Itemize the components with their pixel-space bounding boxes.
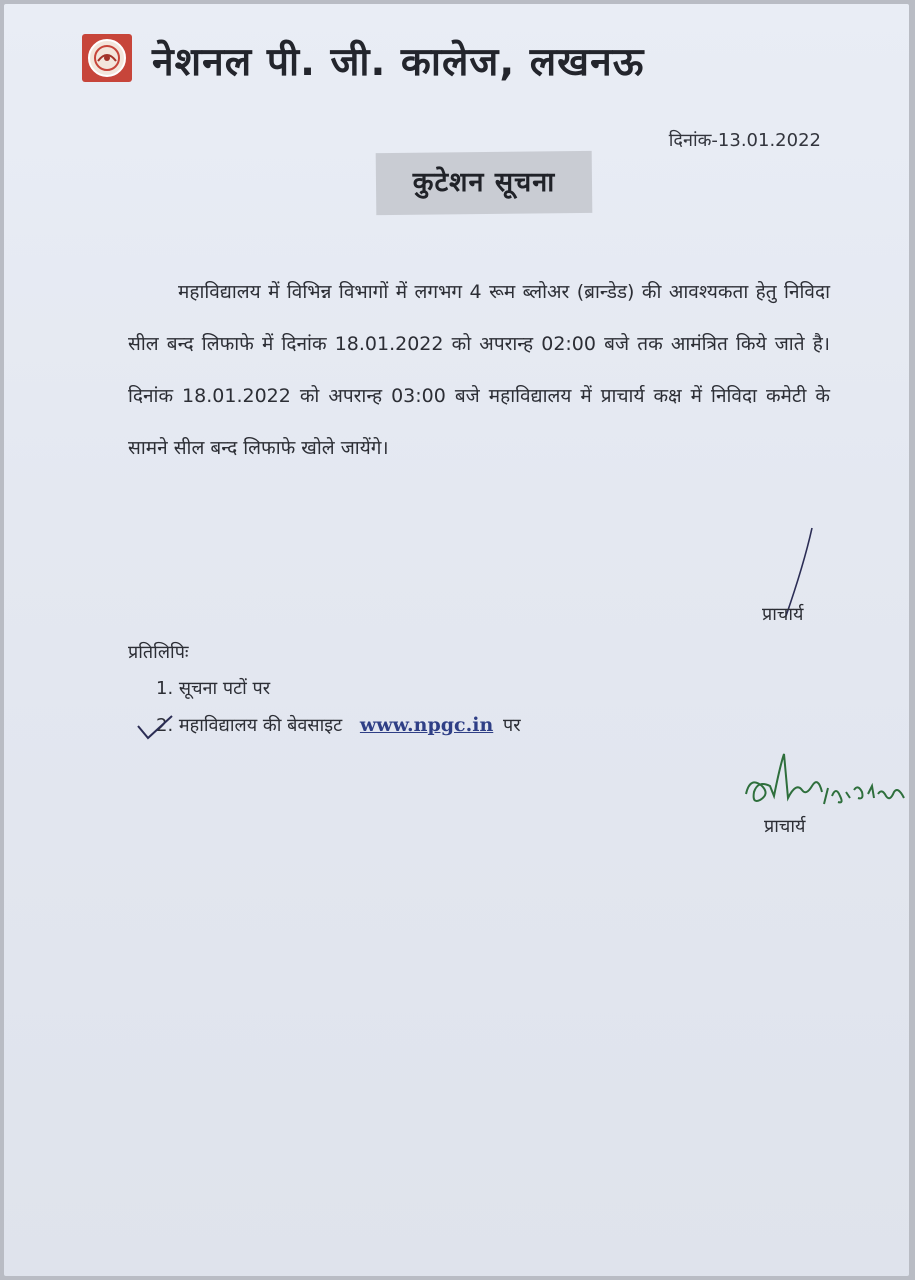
principal-label-1: प्राचार्य bbox=[762, 604, 804, 625]
copy-item-website-text: 2. महाविद्यालय की बेवसाइट bbox=[156, 715, 343, 736]
notice-date: दिनांक-13.01.2022 bbox=[668, 130, 821, 151]
handwritten-signature bbox=[740, 746, 910, 816]
college-logo-icon bbox=[82, 34, 132, 82]
copy-item-notice-board: 1. सूचना पटों पर bbox=[156, 678, 271, 699]
college-name: नेशनल पी. जी. कालेज, लखनऊ bbox=[152, 40, 645, 85]
notice-body: महाविद्यालय में विभिन्न विभागों में लगभग 4 रूम ब्लोअर (ब्रान्डेड) की आवश्यकता हेतु निविदा सील बन्द लिफाफे में दिनांक 18.01.2022 को अपरान्ह 02:00 बजे तक आमंत्रित किये जाते है। दिनांक 18.01.2022 को अपरान्ह 03:00 बजे महाविद्यालय में प्राचार्य कक्ष में निविदा कमेटी के सामने सील बन्द लिफाफे खोले जायेंगे। bbox=[128, 281, 830, 459]
website-link[interactable]: www.npgc.in bbox=[359, 714, 494, 736]
tick-mark-icon bbox=[136, 712, 176, 742]
principal-label-2: प्राचार्य bbox=[764, 816, 806, 837]
document-page bbox=[4, 4, 909, 1276]
copy-item-website-suffix: पर bbox=[503, 715, 521, 736]
copy-item-website bbox=[156, 713, 521, 737]
notice-title: कुटेशन सूचना bbox=[412, 167, 556, 198]
copy-heading: प्रतिलिपिः bbox=[128, 642, 189, 663]
